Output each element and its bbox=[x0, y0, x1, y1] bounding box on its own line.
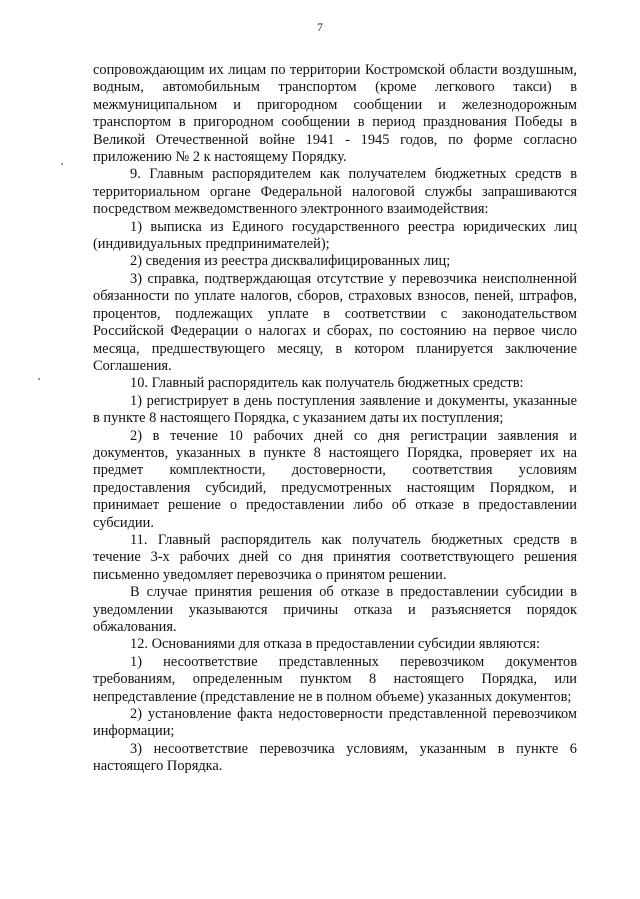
paragraph-continuation: сопровождающим их лицам по территории Костромской области воздушным, водным, автомобильным транспортом (кроме легкового такси) в межмуниципальном и пригородном сообщении и железнодорожным транспортом в пригородном сообщении в период празднования Победы в Великой Отечественной войне 1941 - 1945 годов, по форме согласно приложению № 2 к настоящему Порядку. bbox=[93, 62, 577, 166]
body-text bbox=[93, 62, 577, 776]
paragraph-9-sub-1: 1) выписка из Единого государственного реестра юридических лиц (индивидуальных предпринимателей); bbox=[93, 218, 577, 253]
paragraph-9-sub-2: 2) сведения из реестра дисквалифицированных лиц; bbox=[130, 253, 451, 270]
paragraph-item-11: 11. Главный распорядитель как получатель бюджетных средств в течение 3-х рабочих дней со дня принятия соответствующего решения письменно уведомляет перевозчика о принятом решении. bbox=[93, 531, 577, 583]
paragraph-item-10: 10. Главный распорядитель как получатель бюджетных средств: bbox=[130, 375, 524, 392]
paragraph-9-sub-3: 3) справка, подтверждающая отсутствие у перевозчика неисполненной обязанности по уплате налогов, сборов, страховых взносов, пеней, штрафов, процентов, подлежащих уплате в соответствии с законодательством Российской Федерации о налогах и сборах, по состоянию на первое число месяца, предшествующего месяцу, в котором планируется заключение Соглашения. bbox=[93, 270, 577, 374]
paragraph-10-sub-2: 2) в течение 10 рабочих дней со дня регистрации заявления и документов, указанных в пункте 8 настоящего Порядка, проверяет их на предмет комплектности, достоверности, соответствия условиям предоставления субсидий, предусмотренных настоящим Порядком, и принимает решение о предоставлении либо об отказе в предоставлении субсидии. bbox=[93, 427, 577, 531]
paragraph-12-sub-2: 2) установление факта недостоверности представленной перевозчиком информации; bbox=[93, 706, 577, 740]
paragraph-12-sub-3: 3) несоответствие перевозчика условиям, указанным в пункте 6 настоящего Порядка. bbox=[93, 740, 577, 775]
paragraph-item-12: 12. Основаниями для отказа в предоставлении субсидии являются: bbox=[130, 636, 540, 653]
paragraph-11-refusal-notice: В случае принятия решения об отказе в предоставлении субсидии в уведомлении указываются причины отказа и разъясняется порядок обжалования. bbox=[93, 584, 577, 635]
paragraph-10-sub-1: 1) регистрирует в день поступления заявление и документы, указанные в пункте 8 настоящего Порядка, с указанием даты их поступления; bbox=[93, 392, 577, 427]
scan-speck bbox=[61, 163, 63, 165]
paragraph-item-9: 9. Главным распорядителем как получателем бюджетных средств в территориальном органе Федеральной налоговой службы запрашиваются посредством межведомственного электронного взаимодействия: bbox=[93, 166, 577, 218]
page-number: 7 bbox=[317, 20, 323, 34]
scan-speck bbox=[38, 378, 40, 380]
paragraph-12-sub-1: 1) несоответствие представленных перевозчиком документов требованиям, определенным пунктом 8 настоящего Порядка, или непредставление (представление не в полном объеме) указанных документов; bbox=[93, 653, 577, 705]
